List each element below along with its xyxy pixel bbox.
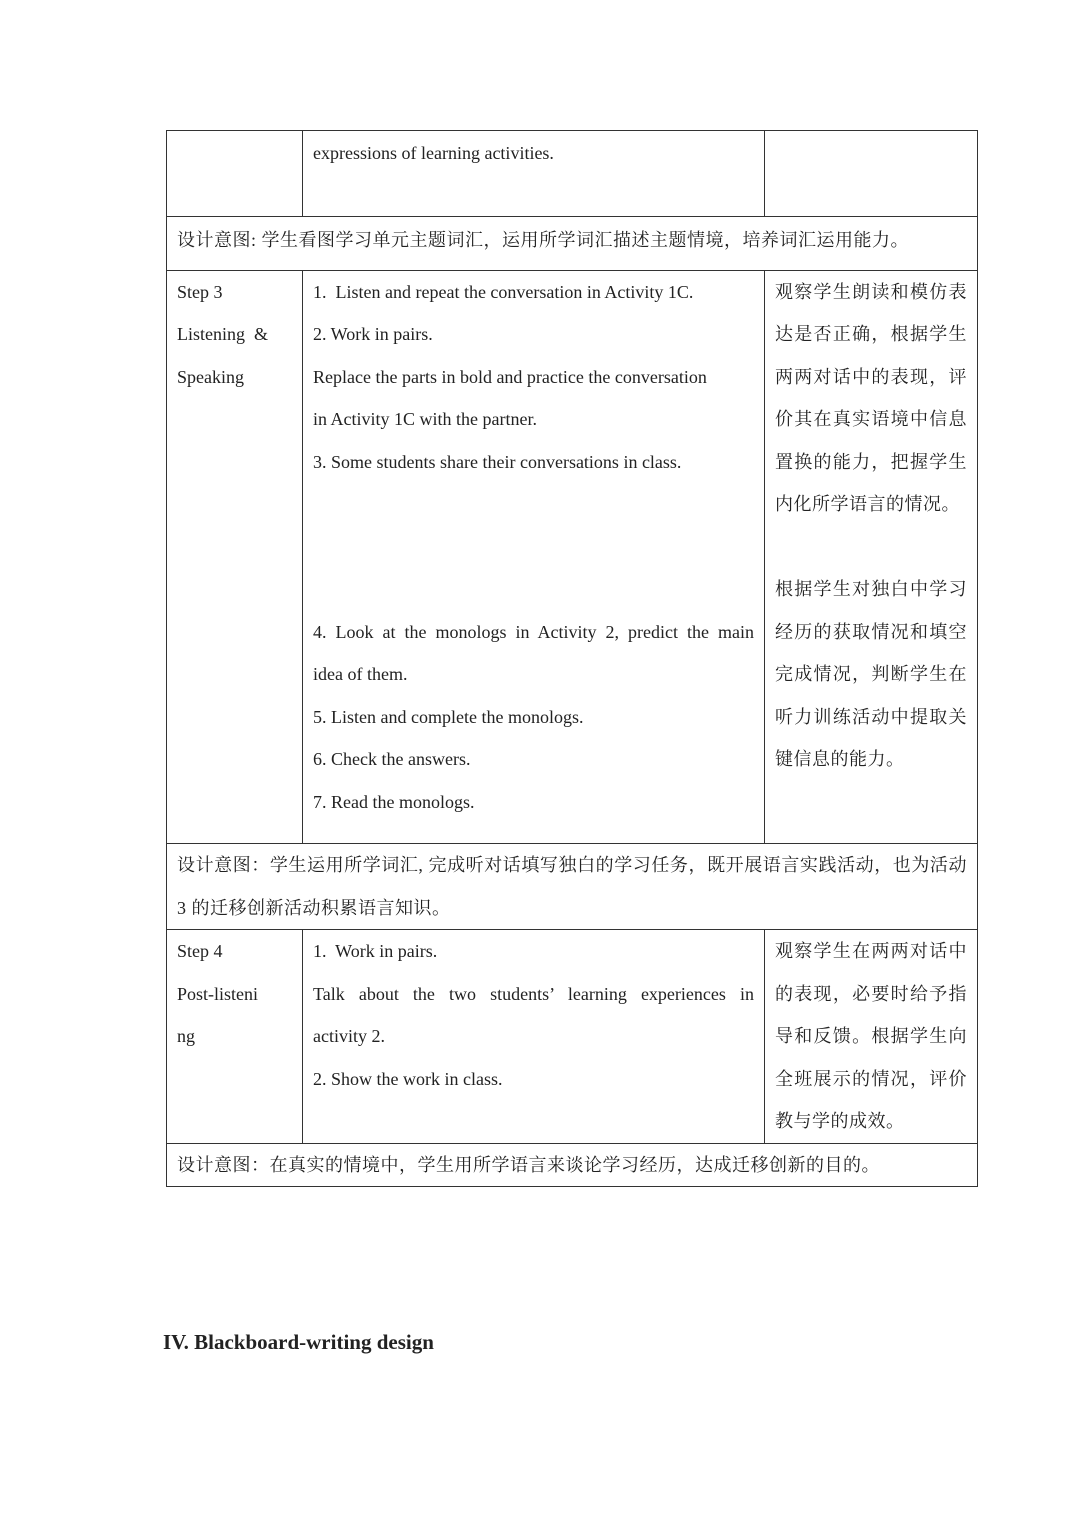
design-intent-2: 设计意图：学生运用所学词汇, 完成听对话填写独白的学习任务，既开展语言实践活动，也为活动 3 的迁移创新活动积累语言知识。 (167, 844, 978, 930)
table-row (167, 131, 978, 217)
step-cell (167, 131, 303, 217)
step4-label: Step 4 (177, 941, 223, 961)
activity-line: 3. Some students share their conversations in class. (313, 451, 682, 472)
activity-line: 2. Show the work in class. (313, 1068, 503, 1089)
table-row (167, 270, 978, 844)
assessment-cell (765, 131, 978, 217)
activity-cell (303, 131, 765, 217)
activity-line: 6. Check the answers. (313, 749, 471, 769)
activity-line: in Activity 1C with the partner. (313, 409, 537, 429)
table-row (167, 844, 978, 930)
design-intent-1: 设计意图: 学生看图学习单元主题词汇，运用所学词汇描述主题情境，培养词汇运用能力。 (167, 217, 978, 271)
assessment-text: 观察学生朗读和模仿表达是否正确，根据学生两两对话中的表现，评价其在真实语境中信息置换的能力，把握学生内化所学语言的情况。 (775, 281, 967, 514)
section-heading: IV. Blackboard-writing design (163, 1330, 434, 1354)
step3-assessment-cell (765, 270, 978, 844)
activity-line: Replace the parts in bold and practice the conversation (313, 366, 707, 387)
step4-name-line1: Post-listeni (177, 983, 259, 1004)
activity-line: idea of them. (313, 664, 408, 684)
assessment-text: 根据学生对独白中学习经历的获取情况和填空完成情况，判断学生在听力训练活动中提取关键信息的能力。 (775, 579, 967, 769)
step4-label-cell (167, 930, 303, 1144)
table-row (167, 217, 978, 271)
activity-line: 1. Work in pairs. (313, 941, 438, 961)
activity-line: 7. Read the monologs. (313, 791, 475, 812)
activity-line: 5. Listen and complete the monologs. (313, 706, 584, 727)
activity-line: 2. Work in pairs. (313, 324, 433, 344)
activity-line: 1. Listen and repeat the conversation in Activity 1C. (313, 281, 694, 302)
table-row (167, 930, 978, 1144)
table-row (167, 1143, 978, 1187)
step3-name-line2: Speaking (177, 366, 244, 387)
spacer (313, 568, 754, 611)
spacer (775, 526, 967, 569)
design-intent-3: 设计意图：在真实的情境中，学生用所学语言来谈论学习经历，达成迁移创新的目的。 (167, 1143, 978, 1187)
step3-name-line1: Listening & (177, 324, 268, 344)
lesson-plan-table (166, 130, 978, 1187)
step3-activities-cell (303, 270, 765, 844)
step3-label-cell (167, 270, 303, 844)
step4-assessment-cell (765, 930, 978, 1144)
spacer (313, 483, 754, 526)
activity-line: 4. Look at the monologs in Activity 2, predict the main (313, 621, 754, 642)
step4-name-line2: ng (177, 1026, 195, 1046)
activity-line: activity 2. (313, 1026, 385, 1046)
assessment-text: 观察学生在两两对话中的表现，必要时给予指导和反馈。根据学生向全班展示的情况，评价教与学的成效。 (775, 941, 967, 1131)
activity-line: Talk about the two students’ learning experiences in (313, 983, 754, 1004)
step4-activities-cell (303, 930, 765, 1144)
activity-line: expressions of learning activities. (313, 143, 554, 163)
spacer (313, 526, 754, 569)
step3-label: Step 3 (177, 281, 223, 302)
